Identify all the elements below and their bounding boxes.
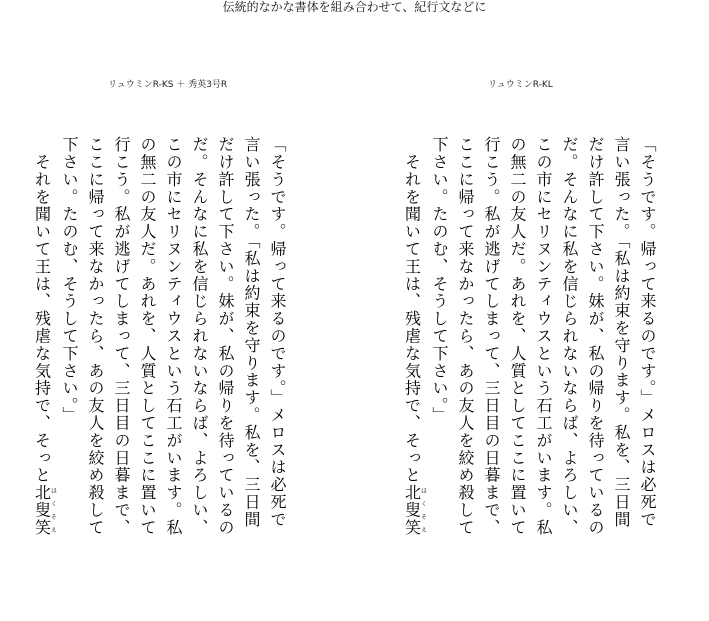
text-column: 言い張った。「私は約束を守ります。私を、三日間	[612, 136, 631, 529]
text-column: だ。そんなに私を信じられないならば、よろしい、	[560, 136, 579, 537]
text-column: 下さい。たのむ、そうして下さい。」	[430, 136, 449, 424]
text-column: 「そうです。帰って来るのです。」メロスは必死で	[638, 136, 657, 529]
ruby-reading: ほくそえ	[419, 484, 427, 537]
text-column: の無二の友人だ。あれを、人質としてここに置いて	[138, 136, 157, 537]
sample-label-ryumin-kl: リュウミンR-KL	[488, 80, 553, 90]
text-column: の無二の友人だ。あれを、人質としてここに置いて	[508, 136, 527, 537]
text-column-last-prefix: それを聞いて王は、残虐な気持で、そっと	[402, 136, 422, 484]
text-column: 言い張った。「私は約束を守ります。私を、三日間	[242, 136, 261, 529]
text-column-last-prefix: それを聞いて王は、残虐な気持で、そっと	[32, 136, 52, 484]
text-column: 「そうです。帰って来るのです。」メロスは必死で	[268, 136, 287, 529]
text-column: ここに帰って来なかったら、あの友人を絞め殺して	[86, 136, 105, 537]
text-column: だけ許して下さい。妹が、私の帰りを待っているの	[586, 136, 605, 537]
text-column: この市にセリヌンティウスという石工がいます。私	[164, 136, 183, 537]
text-column: ここに帰って来なかったら、あの友人を絞め殺して	[456, 136, 475, 537]
ruby-base: 北叟笑	[32, 484, 52, 537]
ruby-hokusoe	[32, 484, 57, 537]
sample-label-ryumin-ks-shuei: リュウミンR-KS ＋ 秀英3号R	[108, 80, 228, 90]
text-column-last	[29, 136, 57, 537]
text-column-last	[399, 136, 427, 537]
ruby-hokusoe	[402, 484, 427, 537]
text-column: だけ許して下さい。妹が、私の帰りを待っているの	[216, 136, 235, 537]
text-column: 下さい。たのむ、そうして下さい。」	[60, 136, 79, 424]
page-title: 伝統的なかな書体を組み合わせて、紀行文などに	[222, 0, 487, 14]
text-column: 行こう。私が逃げてしまって、三日目の日暮まで、	[482, 136, 501, 537]
vertical-text-sample-ryumin-ks-shuei	[32, 136, 290, 537]
text-column: この市にセリヌンティウスという石工がいます。私	[534, 136, 553, 537]
vertical-text-sample-ryumin-kl	[396, 136, 660, 537]
ruby-reading: ほくそえ	[49, 484, 57, 537]
text-column: 行こう。私が逃げてしまって、三日目の日暮まで、	[112, 136, 131, 537]
ruby-base: 北叟笑	[402, 484, 422, 537]
text-column: だ。そんなに私を信じられないならば、よろしい、	[190, 136, 209, 537]
